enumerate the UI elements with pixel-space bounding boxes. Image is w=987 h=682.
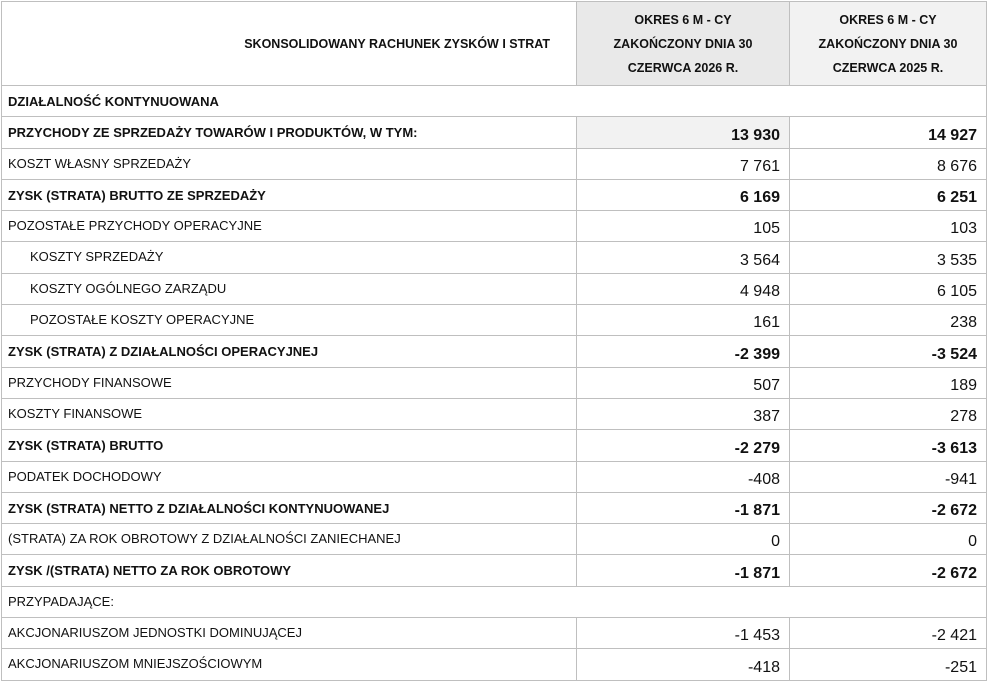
table-row <box>2 524 987 555</box>
section-label: DZIAŁALNOŚĆ KONTYNUOWANA <box>2 86 987 117</box>
table-row <box>2 367 987 398</box>
value-2025: 3 535 <box>790 242 987 273</box>
value-2025: -3 524 <box>790 336 987 367</box>
value-2025: 278 <box>790 398 987 429</box>
value-2025: -941 <box>790 461 987 492</box>
row-label: POZOSTAŁE KOSZTY OPERACYJNE <box>2 305 577 336</box>
row-label: ZYSK (STRATA) NETTO Z DZIAŁALNOŚCI KONTYNUOWANEJ <box>2 492 577 523</box>
table-row <box>2 305 987 336</box>
table-row <box>2 649 987 680</box>
column-header-2026-line1: OKRES 6 M - CY <box>634 12 732 27</box>
value-2025: 14 927 <box>790 117 987 148</box>
row-label: AKCJONARIUSZOM MNIEJSZOŚCIOWYM <box>2 649 577 680</box>
table-row <box>2 492 987 523</box>
row-label: ZYSK (STRATA) BRUTTO <box>2 430 577 461</box>
value-2026: 4 948 <box>577 273 790 304</box>
value-2026: 0 <box>577 524 790 555</box>
table-row <box>2 148 987 179</box>
row-label: POZOSTAŁE PRZYCHODY OPERACYJNE <box>2 211 577 242</box>
value-2026: -1 453 <box>577 618 790 649</box>
table-row <box>2 179 987 210</box>
value-2026: 6 169 <box>577 179 790 210</box>
value-2026: -408 <box>577 461 790 492</box>
table-header-row <box>2 2 987 86</box>
table-title: SKONSOLIDOWANY RACHUNEK ZYSKÓW I STRAT <box>2 2 577 86</box>
value-2026: -2 279 <box>577 430 790 461</box>
value-2025: -2 672 <box>790 555 987 586</box>
value-2025: 0 <box>790 524 987 555</box>
column-header-2025 <box>790 2 987 86</box>
table-row <box>2 430 987 461</box>
table-row <box>2 555 987 586</box>
value-2025: -2 421 <box>790 618 987 649</box>
table-row <box>2 586 987 617</box>
row-label: KOSZTY OGÓLNEGO ZARZĄDU <box>2 273 577 304</box>
row-label: (STRATA) ZA ROK OBROTOWY Z DZIAŁALNOŚCI ZANIECHANEJ <box>2 524 577 555</box>
column-header-2026-line2: ZAKOŃCZONY DNIA 30 <box>613 36 753 51</box>
value-2026: -418 <box>577 649 790 680</box>
column-header-2026-line3: CZERWCA 2026 R. <box>627 60 739 75</box>
row-label: ZYSK (STRATA) BRUTTO ZE SPRZEDAŻY <box>2 179 577 210</box>
column-header-2025-line2: ZAKOŃCZONY DNIA 30 <box>818 36 958 51</box>
value-2025: -2 672 <box>790 492 987 523</box>
row-label: AKCJONARIUSZOM JEDNOSTKI DOMINUJĄCEJ <box>2 618 577 649</box>
row-label: ZYSK (STRATA) Z DZIAŁALNOŚCI OPERACYJNEJ <box>2 336 577 367</box>
income-statement-table <box>1 1 987 681</box>
row-label: ZYSK /(STRATA) NETTO ZA ROK OBROTOWY <box>2 555 577 586</box>
table-row <box>2 242 987 273</box>
value-2026: -1 871 <box>577 555 790 586</box>
table-row <box>2 618 987 649</box>
value-2025: 6 251 <box>790 179 987 210</box>
value-2026: 387 <box>577 398 790 429</box>
table-row <box>2 211 987 242</box>
table-row <box>2 86 987 117</box>
row-label: KOSZT WŁASNY SPRZEDAŻY <box>2 148 577 179</box>
table-row <box>2 336 987 367</box>
value-2025: 189 <box>790 367 987 398</box>
value-2026: 161 <box>577 305 790 336</box>
value-2025: 8 676 <box>790 148 987 179</box>
row-label: KOSZTY SPRZEDAŻY <box>2 242 577 273</box>
value-2025: -251 <box>790 649 987 680</box>
column-header-2025-line1: OKRES 6 M - CY <box>839 12 937 27</box>
value-2025: 238 <box>790 305 987 336</box>
table-row <box>2 273 987 304</box>
value-2026: 105 <box>577 211 790 242</box>
row-label: KOSZTY FINANSOWE <box>2 398 577 429</box>
value-2025: -3 613 <box>790 430 987 461</box>
row-label: PRZYPADAJĄCE: <box>2 586 987 617</box>
value-2025: 103 <box>790 211 987 242</box>
value-2025: 6 105 <box>790 273 987 304</box>
row-label: PRZYCHODY ZE SPRZEDAŻY TOWARÓW I PRODUKTÓW, W TYM: <box>2 117 577 148</box>
value-2026: 507 <box>577 367 790 398</box>
value-2026: -2 399 <box>577 336 790 367</box>
column-header-2026 <box>577 2 790 86</box>
row-label: PODATEK DOCHODOWY <box>2 461 577 492</box>
table-row <box>2 117 987 148</box>
table-row <box>2 461 987 492</box>
row-label: PRZYCHODY FINANSOWE <box>2 367 577 398</box>
column-header-2025-line3: CZERWCA 2025 R. <box>832 60 944 75</box>
value-2026: -1 871 <box>577 492 790 523</box>
table-row <box>2 398 987 429</box>
value-2026: 13 930 <box>577 117 790 148</box>
value-2026: 7 761 <box>577 148 790 179</box>
value-2026: 3 564 <box>577 242 790 273</box>
